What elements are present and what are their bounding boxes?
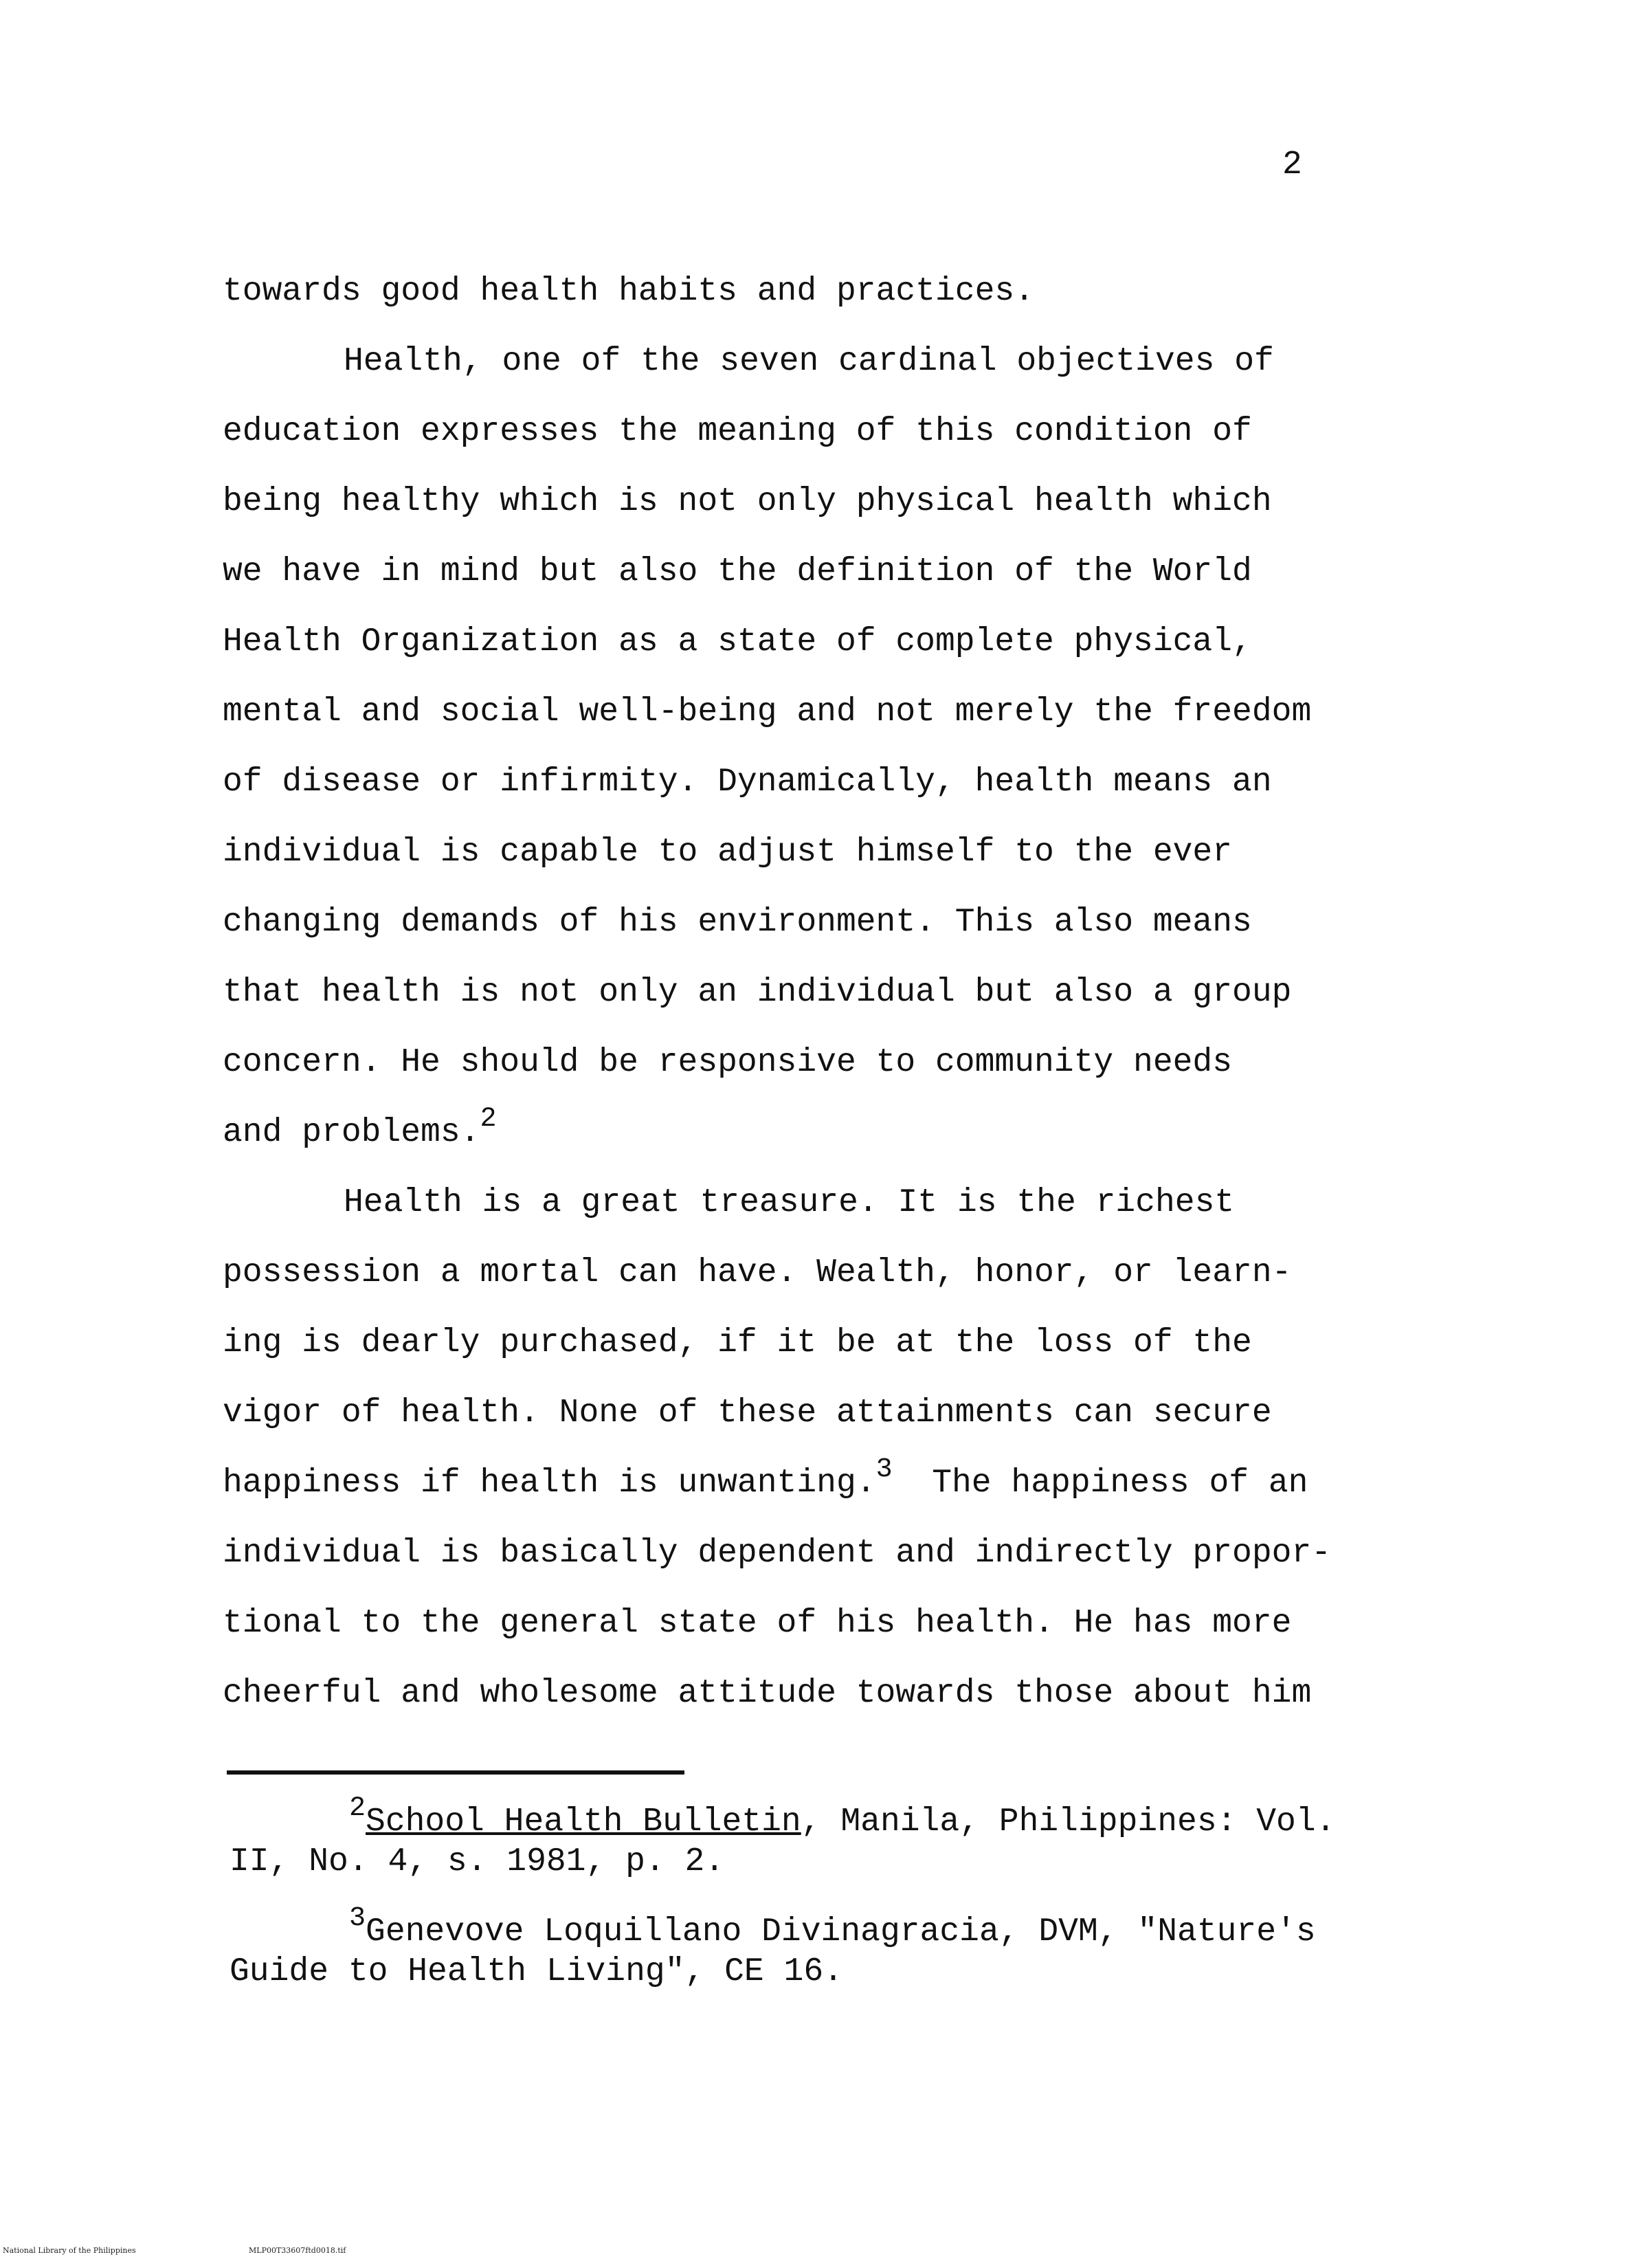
footnote-3-line-1 [349,1903,1316,1950]
body-line-1: towards good health habits and practices. [223,273,1034,310]
footer-library-credit: National Library of the Philippines [3,2246,136,2255]
footnote-3-marker: 3 [349,1903,366,1934]
footnote-3-text: Genevove Loquillano Divinagracia, DVM, "Nature's [366,1913,1316,1950]
body-line-17: vigor of health. None of these attainments can secure [223,1394,1272,1432]
body-line-11: that health is not only an individual but also a group [223,974,1292,1011]
body-line-12: concern. He should be responsive to community needs [223,1044,1233,1081]
body-line-18 [223,1454,1308,1502]
footnote-ref-2: 2 [480,1104,497,1135]
body-line-4: being healthy which is not only physical health which [223,483,1272,520]
footnote-separator [227,1770,684,1775]
body-line-3: education expresses the meaning of this condition of [223,413,1252,450]
body-line-6: Health Organization as a state of complete physical, [223,623,1252,660]
footnote-2-rest: , Manila, Philippines: Vol. [801,1803,1336,1841]
footnote-2-title: School Health Bulletin [366,1803,801,1841]
footnote-2-line-1 [349,1793,1336,1841]
body-line-9: individual is capable to adjust himself to the ever [223,834,1233,871]
body-line-14: Health is a great treasure. It is the richest [344,1184,1235,1221]
body-line-2: Health, one of the seven cardinal objectives of [344,343,1274,380]
body-line-21: cheerful and wholesome attitude towards those about him [223,1675,1312,1712]
footnote-3-line-2: Guide to Health Living", CE 16. [230,1953,843,1990]
footnote-2-marker: 2 [349,1793,366,1824]
footer-file-id: MLP00T33607ftd0018.tif [249,2246,346,2255]
footnote-2-line-2: II, No. 4, s. 1981, p. 2. [230,1843,725,1880]
body-line-15: possession a mortal can have. Wealth, honor, or learn- [223,1254,1292,1291]
body-line-5: we have in mind but also the definition of the World [223,553,1252,590]
body-line-19: individual is basically dependent and indirectly propor- [223,1535,1332,1572]
body-line-10: changing demands of his environment. This also means [223,904,1252,941]
body-line-7: mental and social well-being and not merely the freedom [223,693,1312,731]
body-line-8: of disease or infirmity. Dynamically, health means an [223,764,1272,801]
page-number: 2 [1282,146,1302,184]
body-line-18-continuation: The happiness of an [892,1465,1308,1502]
body-line-13 [223,1104,497,1152]
body-line-18-text: happiness if health is unwanting. [223,1465,876,1502]
footnote-ref-3: 3 [875,1454,893,1485]
body-line-16: ing is dearly purchased, if it be at the loss of the [223,1324,1252,1361]
body-line-13-text: and problems. [223,1114,480,1151]
body-line-20: tional to the general state of his health. He has more [223,1605,1292,1642]
